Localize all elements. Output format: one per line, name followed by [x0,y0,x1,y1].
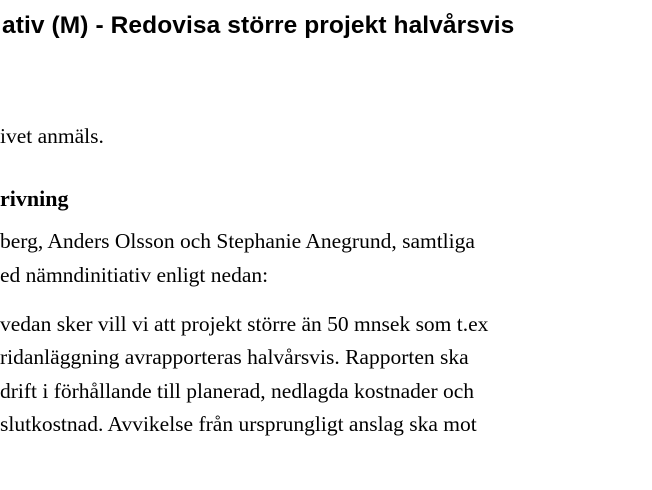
paragraph2-line4: slutkostnad. Avvikelse från ursprungligt anslag ska mot [0,412,477,436]
paragraph1-line1: berg, Anders Olsson och Stephanie Anegrund, samtliga [0,229,475,253]
document-title: ativ (M) - Redovisa större projekt halvårsvis [2,12,515,39]
paragraph2-line2: ridanläggning avrapporteras halvårsvis. Rapporten ska [0,345,469,369]
paragraph1-line2: ed nämndinitiativ enligt nedan: [0,263,269,287]
paragraph2-line1: vedan sker vill vi att projekt större än 50 mnsek som t.ex [0,312,489,336]
intro-line: ivet anmäls. [0,124,104,148]
paragraph2-line3: drift i förhållande till planerad, nedlagda kostnader och [0,379,475,403]
section-heading: rivning [0,186,69,211]
